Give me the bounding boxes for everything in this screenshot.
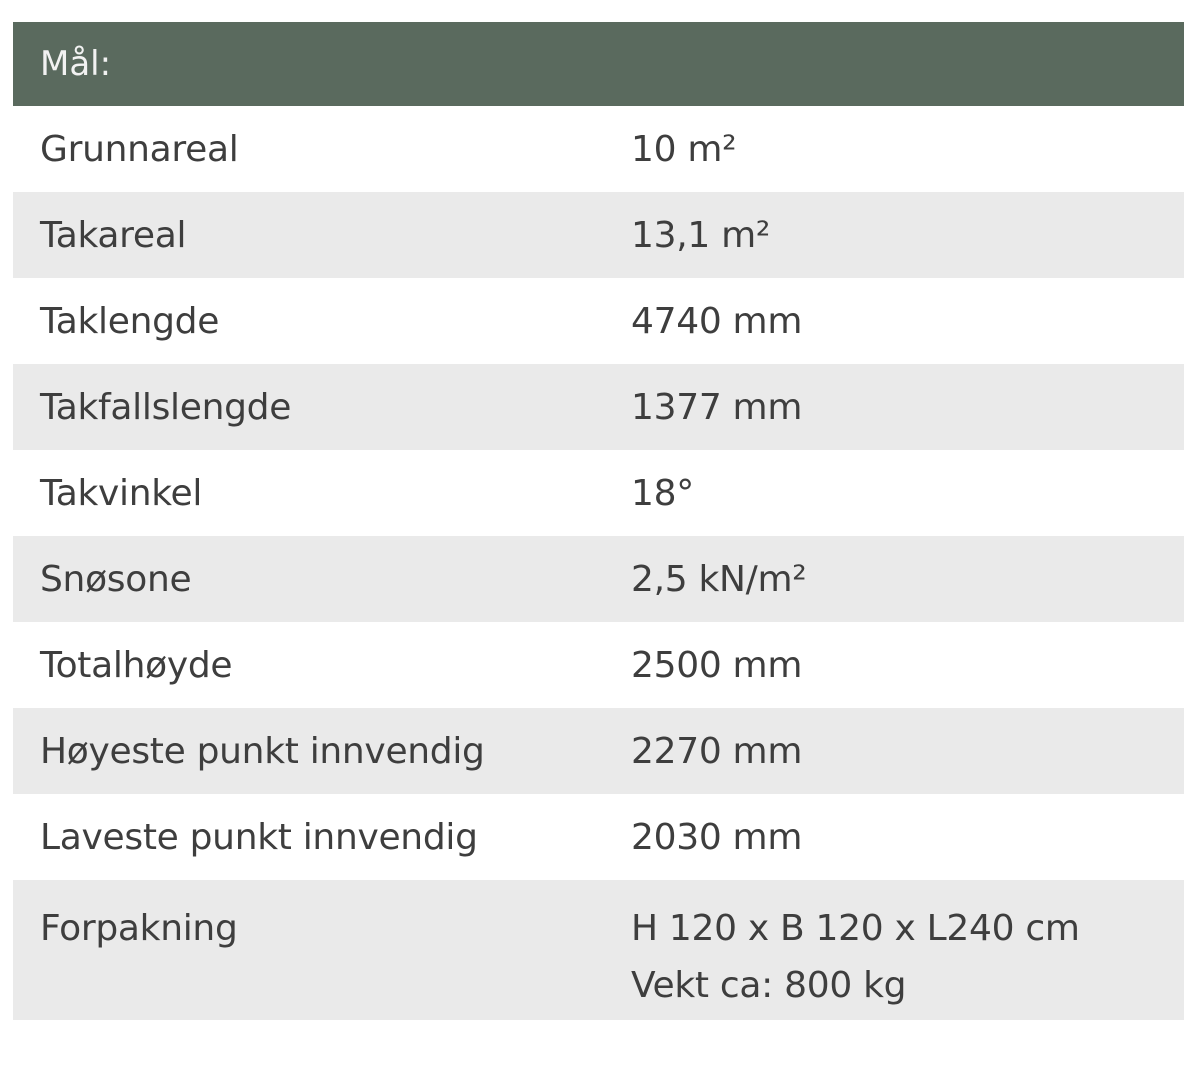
table-row — [13, 622, 1184, 708]
table-row — [13, 364, 1184, 450]
row-label: Takareal — [40, 214, 187, 256]
row-value: 10 m² — [631, 128, 737, 170]
row-label: Høyeste punkt innvendig — [40, 730, 485, 772]
row-value: 2270 mm — [631, 730, 803, 772]
row-label: Takvinkel — [40, 472, 203, 514]
table-row — [13, 880, 1184, 1020]
row-label: Takfallslengde — [40, 386, 292, 428]
table-row — [13, 708, 1184, 794]
table-title: Mål: — [40, 44, 112, 84]
row-label: Taklengde — [40, 300, 220, 342]
row-value: 1377 mm — [631, 386, 803, 428]
row-value: 2500 mm — [631, 644, 803, 686]
row-label: Laveste punkt innvendig — [40, 816, 478, 858]
table-row — [13, 106, 1184, 192]
table-header — [13, 22, 1184, 106]
packaging-weight: Vekt ca: 800 kg — [631, 965, 907, 1006]
row-value: 18° — [631, 472, 694, 514]
row-label: Forpakning — [40, 908, 238, 949]
packaging-dimensions: H 120 x B 120 x L240 cm — [631, 908, 1080, 949]
row-value: 13,1 m² — [631, 214, 770, 256]
table-row — [13, 450, 1184, 536]
row-value: 4740 mm — [631, 300, 803, 342]
table-row — [13, 192, 1184, 278]
row-label: Grunnareal — [40, 128, 239, 170]
row-value — [631, 900, 1184, 1014]
table-row — [13, 278, 1184, 364]
row-value: 2030 mm — [631, 816, 803, 858]
dimensions-table — [13, 22, 1184, 1020]
row-label: Snøsone — [40, 558, 192, 600]
row-label: Totalhøyde — [40, 644, 233, 686]
table-row — [13, 536, 1184, 622]
row-value: 2,5 kN/m² — [631, 558, 807, 600]
table-row — [13, 794, 1184, 880]
